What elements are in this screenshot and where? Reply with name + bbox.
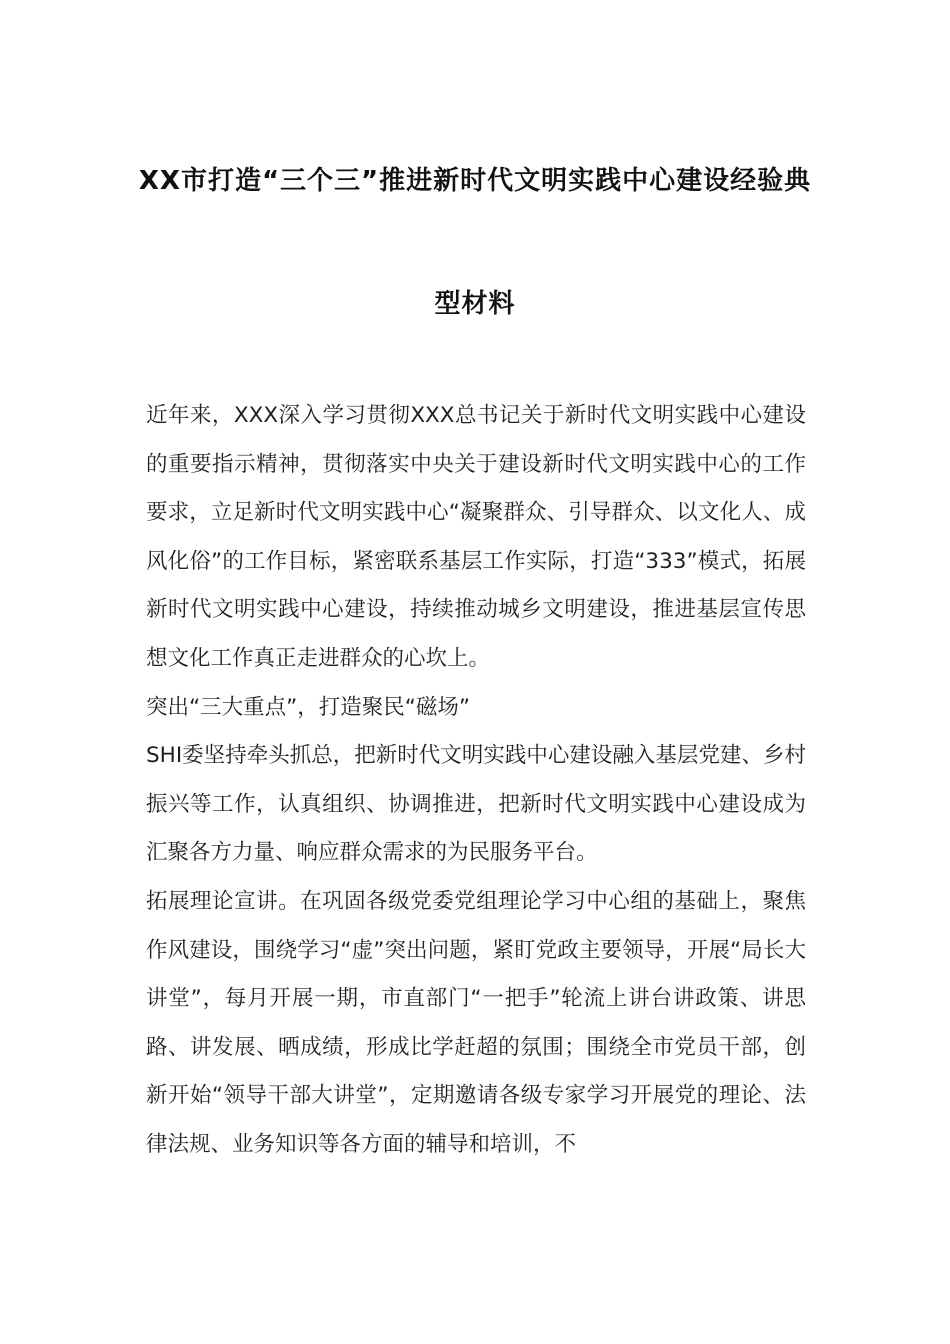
paragraph-city-committee: SHI委坚持牵头抓总，把新时代文明实践中心建设融入基层党建、乡村振兴等工作，认真组织、协调推进，把新时代文明实践中心建设成为汇聚各方力量、响应群众需求的为民服务平台。 bbox=[146, 743, 806, 866]
paragraph-theory-lectures: 拓展理论宣讲。在巩固各级党委党组理论学习中心组的基础上，聚焦作风建设，围绕学习“虚”突出问题，紧盯党政主要领导，开展“局长大讲堂”，每月开展一期，市直部门“一把手”轮流上讲台讲政策、讲思路、讲发展、晒成绩，形成比学赶超的氛围；围绕全市党员干部，创新开始“领导干部大讲堂”，定期邀请各级专家学习开展党的理论、法律法规、业务知识等各方面的辅导和培训，不 bbox=[146, 888, 806, 1157]
document-title-line-2: 型材料 bbox=[434, 289, 516, 319]
document-title-line-1: XX市打造“三个三”推进新时代文明实践中心建设经验典 bbox=[138, 166, 812, 196]
paragraph-intro: 近年来，XXX深入学习贯彻XXX总书记关于新时代文明实践中心建设的重要指示精神，贯彻落实中央关于建设新时代文明实践中心的工作要求，立足新时代文明实践中心“凝聚群众、引导群众、以文化人、成风化俗”的工作目标，紧密联系基层工作实际，打造“333”模式，拓展新时代文明实践中心建设，持续推动城乡文明建设，推进基层宣传思想文化工作真正走进群众的心坎上。 bbox=[146, 403, 806, 671]
document-body bbox=[146, 392, 806, 1170]
paragraph-section-heading: 突出“三大重点”，打造聚民“磁场” bbox=[146, 694, 471, 720]
